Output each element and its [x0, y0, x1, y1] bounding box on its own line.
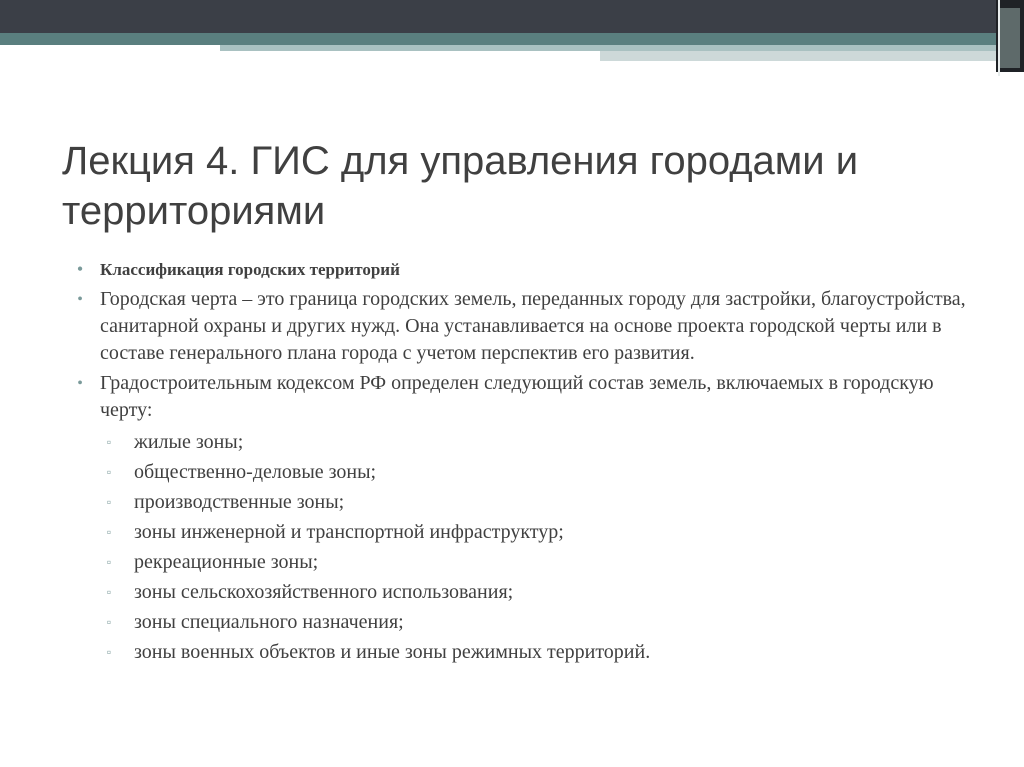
square-bullet-icon: ▫	[106, 495, 112, 509]
sub-list-item-text: жилые зоны;	[134, 431, 244, 453]
sub-list-item	[72, 427, 972, 457]
sub-list-item-text: рекреационные зоны;	[134, 551, 319, 573]
list-item	[72, 370, 972, 424]
sub-list-item-text: зоны сельскохозяйственного использования;	[134, 581, 514, 603]
bullet-icon: •	[77, 261, 83, 278]
list-item	[72, 286, 972, 367]
sub-list-item	[72, 547, 972, 577]
list-item-text: Классификация городских территорий	[100, 260, 400, 279]
sub-list-item-text: зоны инженерной и транспортной инфраструктур;	[134, 521, 564, 543]
slide-content	[72, 256, 972, 667]
list-item-text: Городская черта – это граница городских земель, переданных городу для застройки, благоустройства, санитарной охраны и других нужд. Она устанавливается на основе проекта городской черты или в составе генерального плана города с учетом перспектив его развития.	[100, 288, 966, 364]
page-corner-fold-inner	[1000, 8, 1020, 68]
page-corner-edge	[998, 0, 1000, 76]
square-bullet-icon: ▫	[106, 615, 112, 629]
sub-list-item	[72, 637, 972, 667]
list-item-text: Градостроительным кодексом РФ определен следующий состав земель, включаемых в городскую черту:	[100, 372, 934, 421]
square-bullet-icon: ▫	[106, 525, 112, 539]
square-bullet-icon: ▫	[106, 645, 112, 659]
square-bullet-icon: ▫	[106, 555, 112, 569]
sub-list-item-text: зоны специального назначения;	[134, 611, 404, 633]
list-item	[72, 256, 972, 283]
bullet-icon: •	[77, 291, 83, 308]
bullet-icon: •	[77, 375, 83, 392]
sub-list-item-text: зоны военных объектов и иные зоны режимных территорий.	[134, 641, 651, 663]
square-bullet-icon: ▫	[106, 435, 112, 449]
square-bullet-icon: ▫	[106, 465, 112, 479]
sub-list-item	[72, 487, 972, 517]
square-bullet-icon: ▫	[106, 585, 112, 599]
header-band-teal	[0, 33, 1000, 45]
sub-list-item	[72, 457, 972, 487]
sub-list-item-text: общественно-деловые зоны;	[134, 461, 377, 483]
slide-title: Лекция 4. ГИС для управления городами и территориями	[62, 139, 859, 233]
sub-list-item-text: производственные зоны;	[134, 491, 345, 513]
sub-list-item	[72, 607, 972, 637]
sub-list-item	[72, 517, 972, 547]
header-band-dark	[0, 0, 1024, 33]
sub-list-item	[72, 577, 972, 607]
header-band-lighter	[600, 51, 1000, 61]
